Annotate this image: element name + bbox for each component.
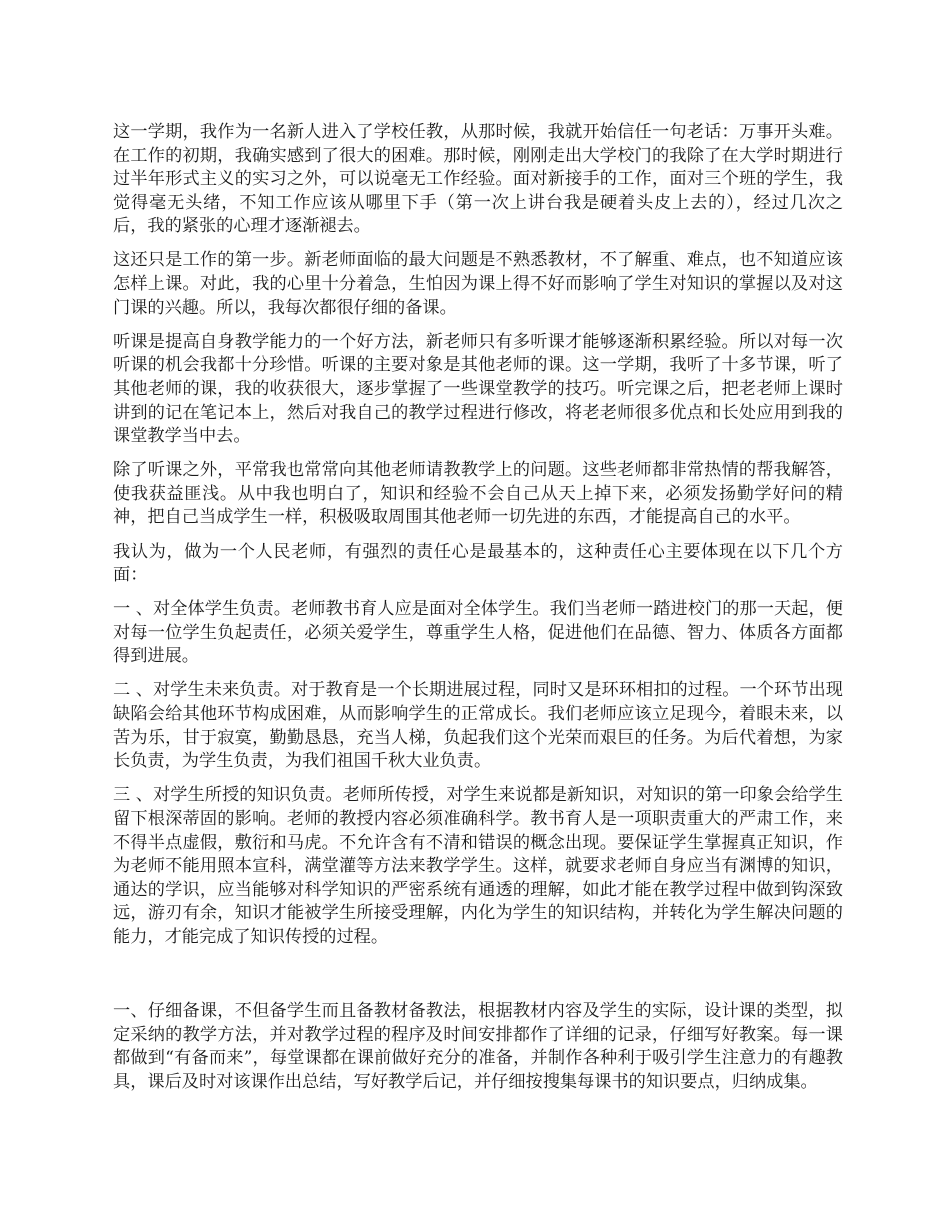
paragraph-3: 听课是提高自身教学能力的一个好方法，新老师只有多听课才能够逐渐积累经验。所以对每一次听课的机会我都十分珍惜。听课的主要对象是其他老师的课。这一学期，我听了十多节课，听了其他老师的课，我的收获很大，逐步掌握了一些课堂教学的技巧。听完课之后，把老老师上课时讲到的记在笔记本上，然后对我自己的教学过程进行修改，将老老师很多优点和长处应用到我的课堂教学当中去。 xyxy=(113,331,843,447)
paragraph-4: 除了听课之外，平常我也常常向其他老师请教教学上的问题。这些老师都非常热情的帮我解答，使我获益匪浅。从中我也明白了，知识和经验不会自己从天上掉下来，必须发扬勤学好问的精神，把自己当成学生一样，积极吸取周围其他老师一切先进的东西，才能提高自己的水平。 xyxy=(113,460,843,528)
paragraph-7: 二 、对学生未来负责。对于教育是一个长期进展过程，同时又是环环相扣的过程。一个环节出现缺陷会给其他环节构成困难，从而影响学生的正常成长。我们老师应该立足现今，着眼未来，以苦为乐，甘于寂寞，勤勤恳恳，充当人梯，负起我们这个光荣而艰巨的任务。为后代着想，为家长负责，为学生负责，为我们祖国千秋大业负责。 xyxy=(113,680,843,772)
paragraph-9: 一、仔细备课，不但备学生而且备教材备教法，根据教材内容及学生的实际，设计课的类型，拟定采纳的教学方法，并对教学过程的程序及时间安排都作了详细的记录，仔细写好教案。每一课都做到“有备而来”，每堂课都在课前做好充分的准备，并制作各种利于吸引学生注意力的有趣教具，课后及时对该课作出总结，写好教学后记，并仔细按搜集每课书的知识要点，归纳成集。 xyxy=(113,1001,843,1092)
paragraph-5: 我认为，做为一个人民老师，有强烈的责任心是最基本的，这种责任心主要体现在以下几个方面： xyxy=(113,541,843,586)
paragraph-6: 一 、对全体学生负责。老师教书育人应是面对全体学生。我们当老师一踏进校门的那一天起，便对每一位学生负起责任，必须关爱学生，尊重学生人格，促进他们在品德、智力、体质各方面都得到进展。 xyxy=(113,599,843,667)
paragraph-8: 三 、对学生所授的知识负责。老师所传授，对学生来说都是新知识，对知识的第一印象会给学生留下根深蒂固的影响。老师的教授内容必须准确科学。教书育人是一项职责重大的严肃工作，来不得半点虚假，敷衍和马虎。不允许含有不清和错误的概念出现。要保证学生掌握真正知识，作为老师不能用照本宣科，满堂灌等方法来教学学生。这样，就要求老师自身应当有渊博的知识，通达的学识，应当能够对科学知识的严密系统有通透的理解，如此才能在教学过程中做到钩深致远，游刃有余，知识才能被学生所接受理解，内化为学生的知识结构，并转化为学生解决问题的能力，才能完成了知识传授的过程。 xyxy=(113,785,843,947)
paragraph-2: 这还只是工作的第一步。新老师面临的最大问题是不熟悉教材，不了解重、难点，也不知道应该怎样上课。对此，我的心里十分着急，生怕因为课上得不好而影响了学生对知识的掌握以及对这门课的兴趣。所以，我每次都很仔细的备课。 xyxy=(113,250,843,318)
document-body xyxy=(113,121,843,1105)
paragraph-1: 这一学期，我作为一名新人进入了学校任教，从那时候，我就开始信任一句老话：万事开头难。在工作的初期，我确实感到了很大的困难。那时候，刚刚走出大学校门的我除了在大学时期进行过半年形式主义的实习之外，可以说毫无工作经验。面对新接手的工作，面对三个班的学生，我觉得毫无头绪，不知工作应该从哪里下手（第一次上讲台我是硬着头皮上去的），经过几次之后，我的紧张的心理才逐渐褪去。 xyxy=(113,122,843,237)
section-gap xyxy=(113,960,843,1000)
